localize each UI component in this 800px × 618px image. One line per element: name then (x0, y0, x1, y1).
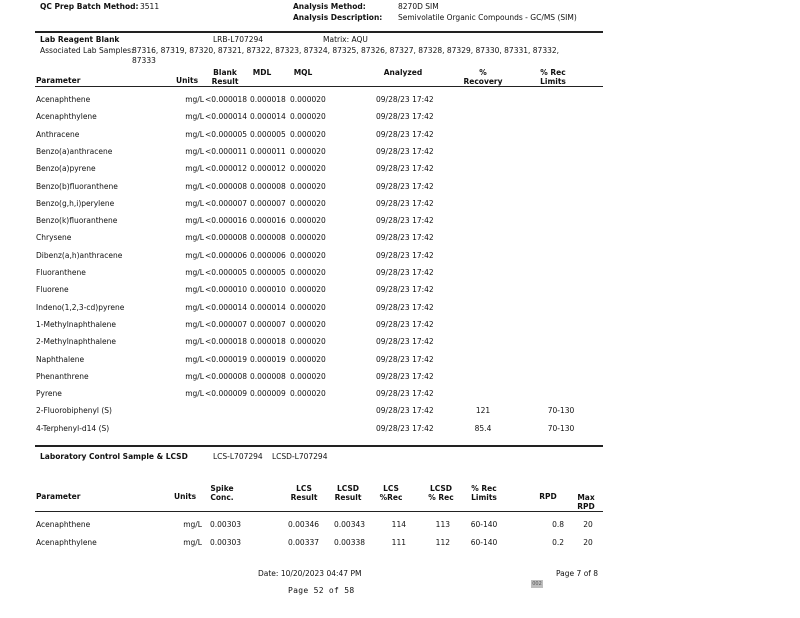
divider (35, 445, 603, 447)
blank-cell-mql: 0.000020 (290, 354, 326, 364)
blank-cell-rec: 121 (475, 406, 491, 416)
blank-cell-analyzed: 09/28/23 17:42 (376, 112, 434, 122)
blank-cell-units: mg/L (185, 129, 204, 139)
blank-cell-units: mg/L (185, 216, 204, 226)
blank-cell-param: Anthracene (36, 129, 80, 139)
col-rec-limits-2: Limits (540, 77, 566, 86)
blank-cell-mdl: 0.000008 (250, 371, 286, 381)
blank-cell-mql: 0.000020 (290, 389, 326, 399)
blank-cell-param: Phenanthrene (36, 371, 89, 381)
page-badge: 002 (532, 581, 542, 587)
blank-cell-mql: 0.000020 (290, 337, 326, 347)
blank-cell-param: Chrysene (36, 233, 72, 243)
blank-cell-mdl: 0.000014 (250, 112, 286, 122)
blank-cell-result: <0.000007 (205, 319, 248, 329)
blank-cell-mql: 0.000020 (290, 198, 326, 208)
col-recovery: % (479, 68, 487, 77)
analysis-desc-value: Semivolatile Organic Compounds - GC/MS (SIM) (398, 13, 577, 22)
lcs-col-lcs: LCS (296, 484, 312, 493)
analysis-desc-label: Analysis Description: (293, 13, 383, 22)
lcs-cell-maxrpd: 20 (583, 538, 593, 547)
lcs-col-lcsd-result: Result (334, 493, 362, 502)
lcs-col-spike: Spike (210, 484, 234, 493)
lcs-cell-limits: 60-140 (470, 538, 498, 547)
blank-cell-analyzed: 09/28/23 17:42 (376, 285, 434, 295)
blank-cell-rec: 85.4 (474, 423, 492, 433)
blank-matrix: Matrix: AQU (323, 35, 368, 44)
blank-cell-units: mg/L (185, 337, 204, 347)
blank-cell-param: 4-Terphenyl-d14 (S) (36, 423, 110, 433)
blank-cell-limits: 70-130 (547, 423, 575, 433)
lcs-cell-lcsrec: 111 (391, 538, 406, 547)
blank-cell-units: mg/L (185, 250, 204, 260)
blank-cell-param: 1-Methylnaphthalene (36, 319, 116, 329)
lcs-col-rpd: RPD (539, 492, 557, 501)
blank-cell-units: mg/L (185, 95, 204, 104)
lcs-col-lcs-result: Result (290, 493, 318, 502)
blank-cell-units: mg/L (185, 112, 204, 122)
lcs-cell-lcsrec: 114 (391, 520, 406, 529)
lcs-cell-spike: 0.00303 (210, 520, 242, 529)
blank-cell-mql: 0.000020 (290, 164, 326, 174)
blank-cell-param: Pyrene (36, 389, 62, 399)
blank-cell-result: <0.000019 (205, 354, 248, 364)
blank-cell-units: mg/L (185, 164, 204, 174)
blank-cell-analyzed: 09/28/23 17:42 (376, 423, 434, 433)
blank-cell-result: <0.000005 (205, 129, 248, 139)
blank-cell-param: Indeno(1,2,3-cd)pyrene (36, 302, 125, 312)
blank-cell-analyzed: 09/28/23 17:42 (376, 198, 434, 208)
lcs-col-maxrpd-2: RPD (577, 502, 595, 511)
blank-cell-mdl: 0.000006 (250, 250, 286, 260)
blank-cell-analyzed: 09/28/23 17:42 (376, 129, 434, 139)
lcs-cell-rpd: 0.2 (552, 538, 564, 547)
blank-cell-analyzed: 09/28/23 17:42 (376, 354, 434, 364)
lcs-cell-param: Acenaphthene (36, 520, 91, 529)
lcs-col-spike-conc: Conc. (210, 493, 234, 502)
blank-cell-result: <0.000010 (205, 285, 248, 295)
blank-cell-mdl: 0.000007 (250, 319, 286, 329)
blank-cell-result: <0.000018 (205, 95, 248, 104)
blank-cell-mdl: 0.000012 (250, 164, 286, 174)
blank-cell-param: 2-Methylnaphthalene (36, 337, 116, 347)
blank-cell-analyzed: 09/28/23 17:42 (376, 337, 434, 347)
blank-cell-units: mg/L (185, 285, 204, 295)
blank-cell-analyzed: 09/28/23 17:42 (376, 146, 434, 156)
lcs-cell-lcsdrec: 112 (435, 538, 450, 547)
blank-cell-mql: 0.000020 (290, 181, 326, 191)
col-parameter: Parameter (36, 76, 81, 85)
blank-cell-analyzed: 09/28/23 17:42 (376, 164, 434, 174)
blank-cell-mdl: 0.000008 (250, 181, 286, 191)
blank-cell-mdl: 0.000018 (250, 95, 286, 104)
lcs-col-lcsd: LCSD (336, 484, 360, 493)
lcs-cell-lcsdrec: 113 (435, 520, 450, 529)
blank-cell-param: Dibenz(a,h)anthracene (36, 250, 123, 260)
blank-cell-units: mg/L (185, 233, 204, 243)
blank-cell-param: Benzo(a)anthracene (36, 146, 113, 156)
blank-cell-mql: 0.000020 (290, 112, 326, 122)
blank-cell-analyzed: 09/28/23 17:42 (376, 95, 434, 104)
blank-cell-mql: 0.000020 (290, 302, 326, 312)
blank-cell-analyzed: 09/28/23 17:42 (376, 181, 434, 191)
blank-cell-mdl: 0.000008 (250, 233, 286, 243)
blank-cell-result: <0.000014 (205, 302, 248, 312)
lcs-cell-rpd: 0.8 (552, 520, 564, 529)
assoc-samples-line2: 87333 (132, 56, 156, 65)
blank-cell-analyzed: 09/28/23 17:42 (376, 233, 434, 243)
blank-cell-units: mg/L (185, 198, 204, 208)
lcs-cell-lcsd: 0.00343 (334, 520, 366, 529)
lcs-col-lcsrec-2: %Rec (379, 493, 403, 502)
blank-cell-param: Benzo(k)fluoranthene (36, 216, 118, 226)
analysis-method-label: Analysis Method: (293, 2, 366, 11)
assoc-samples-line1: 87316, 87319, 87320, 87321, 87322, 87323, 87324, 87325, 87326, 87327, 87328, 87329, 87330, 87331, 87332, (132, 46, 560, 55)
blank-cell-mdl: 0.000010 (250, 285, 286, 295)
blank-cell-result: <0.000011 (205, 146, 248, 156)
page-total: Page 52 of 58 (288, 586, 355, 595)
blank-cell-result: <0.000012 (205, 164, 248, 174)
blank-cell-mql: 0.000020 (290, 250, 326, 260)
blank-cell-mdl: 0.000009 (250, 389, 286, 399)
blank-cell-analyzed: 09/28/23 17:42 (376, 389, 434, 399)
qc-prep-value: 3511 (140, 2, 160, 11)
lcs-cell-param: Acenaphthylene (36, 538, 97, 547)
blank-cell-units: mg/L (185, 371, 204, 381)
blank-cell-units: mg/L (185, 389, 204, 399)
blank-cell-units: mg/L (185, 354, 204, 364)
lcs-col-limits-2: Limits (471, 493, 497, 502)
blank-cell-result: <0.000005 (205, 268, 248, 277)
lcs-cell-units: mg/L (183, 520, 202, 529)
blank-title: Lab Reagent Blank (40, 35, 120, 44)
blank-cell-mql: 0.000020 (290, 146, 326, 156)
lcs-cell-lcsd: 0.00338 (334, 538, 366, 547)
blank-cell-mdl: 0.000018 (250, 337, 286, 347)
blank-cell-mql: 0.000020 (290, 129, 326, 139)
blank-cell-result: <0.000008 (205, 371, 248, 381)
divider (35, 511, 603, 512)
blank-cell-result: <0.000008 (205, 233, 248, 243)
blank-cell-result: <0.000007 (205, 198, 248, 208)
lcs-col-parameter: Parameter (36, 492, 81, 501)
lcs-col-lcsdrec: LCSD (429, 484, 453, 493)
lcs-title: Laboratory Control Sample & LCSD (40, 452, 188, 461)
blank-cell-analyzed: 09/28/23 17:42 (376, 371, 434, 381)
blank-cell-mdl: 0.000014 (250, 302, 286, 312)
blank-cell-result: <0.000009 (205, 389, 248, 399)
lcs-cell-spike: 0.00303 (210, 538, 242, 547)
blank-cell-mql: 0.000020 (290, 233, 326, 243)
assoc-samples-label: Associated Lab Samples: (40, 46, 134, 55)
lcs-col-lcsrec: LCS (383, 484, 399, 493)
col-blank: Blank (213, 68, 237, 77)
col-mql: MQL (293, 68, 313, 77)
blank-cell-mdl: 0.000011 (250, 146, 286, 156)
blank-cell-units: mg/L (185, 319, 204, 329)
lcs-cell-maxrpd: 20 (583, 520, 593, 529)
blank-cell-param: Benzo(a)pyrene (36, 164, 96, 174)
blank-cell-param: Benzo(g,h,i)perylene (36, 198, 115, 208)
blank-cell-param: Acenaphthylene (36, 112, 97, 122)
blank-cell-mdl: 0.000005 (250, 129, 286, 139)
blank-cell-param: Benzo(b)fluoranthene (36, 181, 118, 191)
blank-cell-result: <0.000006 (205, 250, 248, 260)
blank-cell-mdl: 0.000007 (250, 198, 286, 208)
blank-cell-result: <0.000016 (205, 216, 248, 226)
blank-cell-param: 2-Fluorobiphenyl (S) (36, 406, 112, 416)
lcs-col-units: Units (174, 492, 197, 501)
lcs-cell-units: mg/L (183, 538, 202, 547)
blank-cell-analyzed: 09/28/23 17:42 (376, 268, 434, 277)
blank-cell-result: <0.000008 (205, 181, 248, 191)
blank-cell-mql: 0.000020 (290, 95, 326, 104)
blank-cell-param: Naphthalene (36, 354, 85, 364)
lcsd-id: LCSD-L707294 (272, 452, 328, 461)
lcs-col-lcsdrec-2: % Rec (428, 493, 454, 502)
blank-cell-param: Fluorene (36, 285, 69, 295)
divider (35, 86, 603, 87)
blank-cell-mql: 0.000020 (290, 319, 326, 329)
report-date: Date: 10/20/2023 04:47 PM (258, 569, 362, 578)
blank-cell-mql: 0.000020 (290, 285, 326, 295)
blank-cell-mql: 0.000020 (290, 268, 326, 277)
lcs-col-maxrpd: Max (577, 493, 595, 502)
blank-cell-mql: 0.000020 (290, 216, 326, 226)
lcs-col-limits: % Rec (471, 484, 497, 493)
blank-cell-mdl: 0.000019 (250, 354, 286, 364)
col-blank-result: Result (211, 77, 239, 86)
lcs-cell-limits: 60-140 (470, 520, 498, 529)
lcs-cell-lcs: 0.00337 (288, 538, 320, 547)
blank-cell-analyzed: 09/28/23 17:42 (376, 250, 434, 260)
blank-cell-mql: 0.000020 (290, 371, 326, 381)
blank-cell-analyzed: 09/28/23 17:42 (376, 319, 434, 329)
blank-cell-analyzed: 09/28/23 17:42 (376, 406, 434, 416)
blank-cell-mdl: 0.000005 (250, 268, 286, 277)
blank-cell-units: mg/L (185, 181, 204, 191)
blank-cell-param: Fluoranthene (36, 268, 86, 277)
blank-cell-units: mg/L (185, 302, 204, 312)
lcs-id: LCS-L707294 (213, 452, 263, 461)
qc-prep-label: QC Prep Batch Method: (40, 2, 139, 11)
blank-cell-units: mg/L (185, 146, 204, 156)
divider (35, 31, 603, 33)
blank-cell-mdl: 0.000016 (250, 216, 286, 226)
page-of: Page 7 of 8 (556, 569, 599, 578)
col-recovery-2: Recovery (463, 77, 503, 86)
col-units: Units (176, 76, 199, 85)
blank-cell-analyzed: 09/28/23 17:42 (376, 216, 434, 226)
col-analyzed: Analyzed (383, 68, 423, 77)
blank-cell-result: <0.000014 (205, 112, 248, 122)
blank-cell-limits: 70-130 (547, 406, 575, 416)
analysis-method-value: 8270D SIM (398, 2, 439, 11)
blank-cell-result: <0.000018 (205, 337, 248, 347)
blank-id: LRB-L707294 (213, 35, 264, 44)
blank-cell-units: mg/L (185, 268, 204, 277)
col-rec-limits: % Rec (540, 68, 566, 77)
col-mdl: MDL (252, 68, 272, 77)
blank-cell-param: Acenaphthene (36, 95, 91, 104)
lcs-cell-lcs: 0.00346 (288, 520, 320, 529)
blank-cell-analyzed: 09/28/23 17:42 (376, 302, 434, 312)
